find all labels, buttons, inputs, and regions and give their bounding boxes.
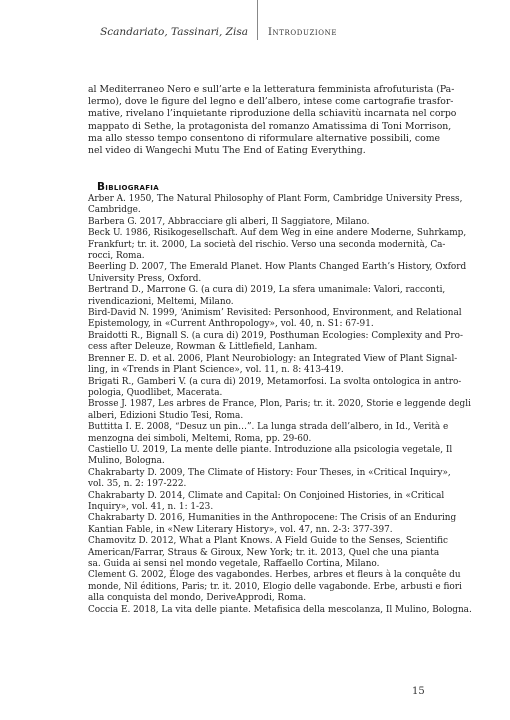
bibliography-entry-line: Arber A. 1950, The Natural Philosophy of Plant Form, Cambridge University Press, xyxy=(88,194,463,204)
bibliography-entry xyxy=(88,285,446,308)
bibliography-entry xyxy=(88,330,463,354)
body-paragraph xyxy=(88,84,457,157)
bibliography-entry xyxy=(88,570,462,604)
bibliography-entry-line: American/Farrar, Straus & Giroux, New York; tr. it. 2013, Quel che una pianta xyxy=(88,547,440,558)
bibliography-list xyxy=(88,194,472,616)
bibliography-entry-line: Chakrabarty D. 2014, Climate and Capital: On Conjoined Histories, in «Critical xyxy=(88,490,445,501)
bibliography-entry xyxy=(88,217,430,228)
bibliography-entry-line: alberi, Edizioni Studio Tesi, Roma. xyxy=(88,410,244,421)
bibliography-entry-line: Beck U. 1986, Risikogesellschaft. Auf dem Weg in eine andere Moderne, Suhrkamp, xyxy=(88,228,467,239)
bibliography-entry xyxy=(88,536,448,570)
bibliography-entry-line: Bird-David N. 1999, ‘Animism’ Revisited: Personhood, Environment, and Relational xyxy=(88,308,462,319)
bibliography-entry-line: Braidotti R., Bignall S. (a cura di) 2019, Posthuman Ecologies: Complexity and Pro- xyxy=(88,330,463,341)
bibliography-entry-line: Clement G. 2002, Éloge des vagabondes. Herbes, arbres et fleurs à la conquête du xyxy=(88,570,461,581)
bibliography-entry-line: Brosse J. 1987, Les arbres de France, Plon, Paris; tr. it. 2020, Storie e leggende degli xyxy=(88,399,471,410)
bibliography-entry-line: rocci, Roma. xyxy=(88,251,145,262)
page-number: 15 xyxy=(412,686,425,697)
bibliography-entry-line: Brenner E. D. et al. 2006, Plant Neurobiology: an Integrated View of Plant Signal- xyxy=(88,353,458,364)
bibliography-entry-line: Bertrand D., Marrone G. (a cura di) 2019, La sfera umanimale: Valori, racconti, xyxy=(88,285,446,296)
body-line: al Mediterraneo Nero e sull’arte e la letteratura femminista afrofuturista (Pa- xyxy=(88,84,455,95)
bibliography-entry xyxy=(88,513,457,536)
bibliography-entry-line: Castiello U. 2019, La mente delle piante. Introduzione alla psicologia vegetale, Il xyxy=(88,444,453,455)
bibliography-entry xyxy=(88,353,458,377)
bibliography-entry xyxy=(88,467,451,491)
bibliography-entry xyxy=(88,422,449,445)
bibliography-entry xyxy=(88,194,463,217)
bibliography-entry-line: Kantian Fable, in «New Literary History», vol. 47, nn. 2-3: 377-397. xyxy=(88,524,393,535)
bibliography-entry-line: Chakrabarty D. 2016, Humanities in the Anthropocene: The Crisis of an Enduring xyxy=(88,513,457,524)
bibliography-entry xyxy=(88,308,462,331)
header-divider xyxy=(257,0,258,40)
bibliography-entry-line: sa. Guida ai sensi nel mondo vegetale, Raffaello Cortina, Milano. xyxy=(88,559,380,569)
bibliography-entry-line: Coccia E. 2018, La vita delle piante. Metafisica della mescolanza, Il Mulino, Bologna. xyxy=(88,604,472,615)
body-line: mappato di Sethe, la protagonista del romanzo Amatissima di Toni Morrison, xyxy=(88,120,452,132)
running-header-authors: Scandariato, Tassinari, Zisa xyxy=(100,26,248,38)
bibliography-entry-line: vol. 35, n. 2: 197-222. xyxy=(88,479,187,490)
bibliography-entry-line: menzogna dei simboli, Meltemi, Roma, pp. 29-60. xyxy=(88,433,312,444)
body-line: lermo), dove le figure del legno e dell’albero, intese come cartografie trasfor- xyxy=(88,96,454,108)
running-header-section: Introduzione xyxy=(268,27,338,38)
bibliography-entry xyxy=(88,444,453,468)
bibliography-entry-line: alla conquista del mondo, DeriveApprodi, Roma. xyxy=(88,593,307,604)
bibliography-entry-line: University Press, Oxford. xyxy=(88,273,202,284)
bibliography-entry-line: Beerling D. 2007, The Emerald Planet. How Plants Changed Earth’s History, Oxford xyxy=(88,262,467,273)
bibliography-entry-line: Cambridge. xyxy=(88,205,141,216)
bibliography-entry-line: pologia, Quodlibet, Macerata. xyxy=(88,387,223,398)
bibliography-entry xyxy=(88,228,467,262)
bibliography-entry-line: Chamovitz D. 2012, What a Plant Knows. A Field Guide to the Senses, Scientific xyxy=(88,536,448,547)
bibliography-entry-line: Mulino, Bologna. xyxy=(88,456,165,467)
bibliography-entry xyxy=(88,490,445,514)
bibliography-entry xyxy=(88,399,471,422)
bibliography-entry-line: ling, in «Trends in Plant Science», vol. 11, n. 8: 413-419. xyxy=(88,365,344,376)
bibliography-entry-line: Barbera G. 2017, Abbracciare gli alberi, Il Saggiatore, Milano. xyxy=(88,216,370,227)
bibliography-entry-line: Brigati R., Gamberi V. (a cura di) 2019, Metamorfosi. La svolta ontologica in antro- xyxy=(88,376,462,387)
body-line: mative, rivelano l’inquietante riproduzione della schiavitù incarnata nel corpo xyxy=(88,108,457,120)
bibliography-entry-line: cess after Deleuze, Rowman & Littlefield, Lanham. xyxy=(88,342,318,353)
bibliography-entry xyxy=(88,262,467,285)
bibliography-entry xyxy=(88,376,462,400)
bibliography-entry-line: Epistemology, in «Current Anthropology», vol. 40, n. S1: 67-91. xyxy=(88,319,374,330)
bibliography-entry-line: Frankfurt; tr. it. 2000, La società del rischio. Verso una seconda modernità, Ca- xyxy=(88,239,446,250)
body-line: nel video di Wangechi Mutu The End of Eating Everything. xyxy=(88,145,366,157)
bibliography-heading: Bibliografia xyxy=(97,181,159,193)
bibliography-entry xyxy=(88,604,472,616)
bibliography-entry-line: Inquiry», vol. 41, n. 1: 1-23. xyxy=(88,501,214,512)
bibliography-entry-line: rivendicazioni, Meltemi, Milano. xyxy=(88,296,234,307)
body-line: ma allo stesso tempo consentono di riformulare alternative possibili, come xyxy=(88,132,441,144)
bibliography-entry-line: monde, Nil éditions, Paris; tr. it. 2010, Elogio delle vagabonde. Erbe, arbusti e fiori xyxy=(88,581,462,592)
bibliography-entry-line: Buttitta I. E. 2008, “Desuz un pin…”. La lunga strada dell’albero, in Id., Verità e xyxy=(88,422,449,433)
bibliography-entry-line: Chakrabarty D. 2009, The Climate of History: Four Theses, in «Critical Inquiry», xyxy=(88,467,451,478)
